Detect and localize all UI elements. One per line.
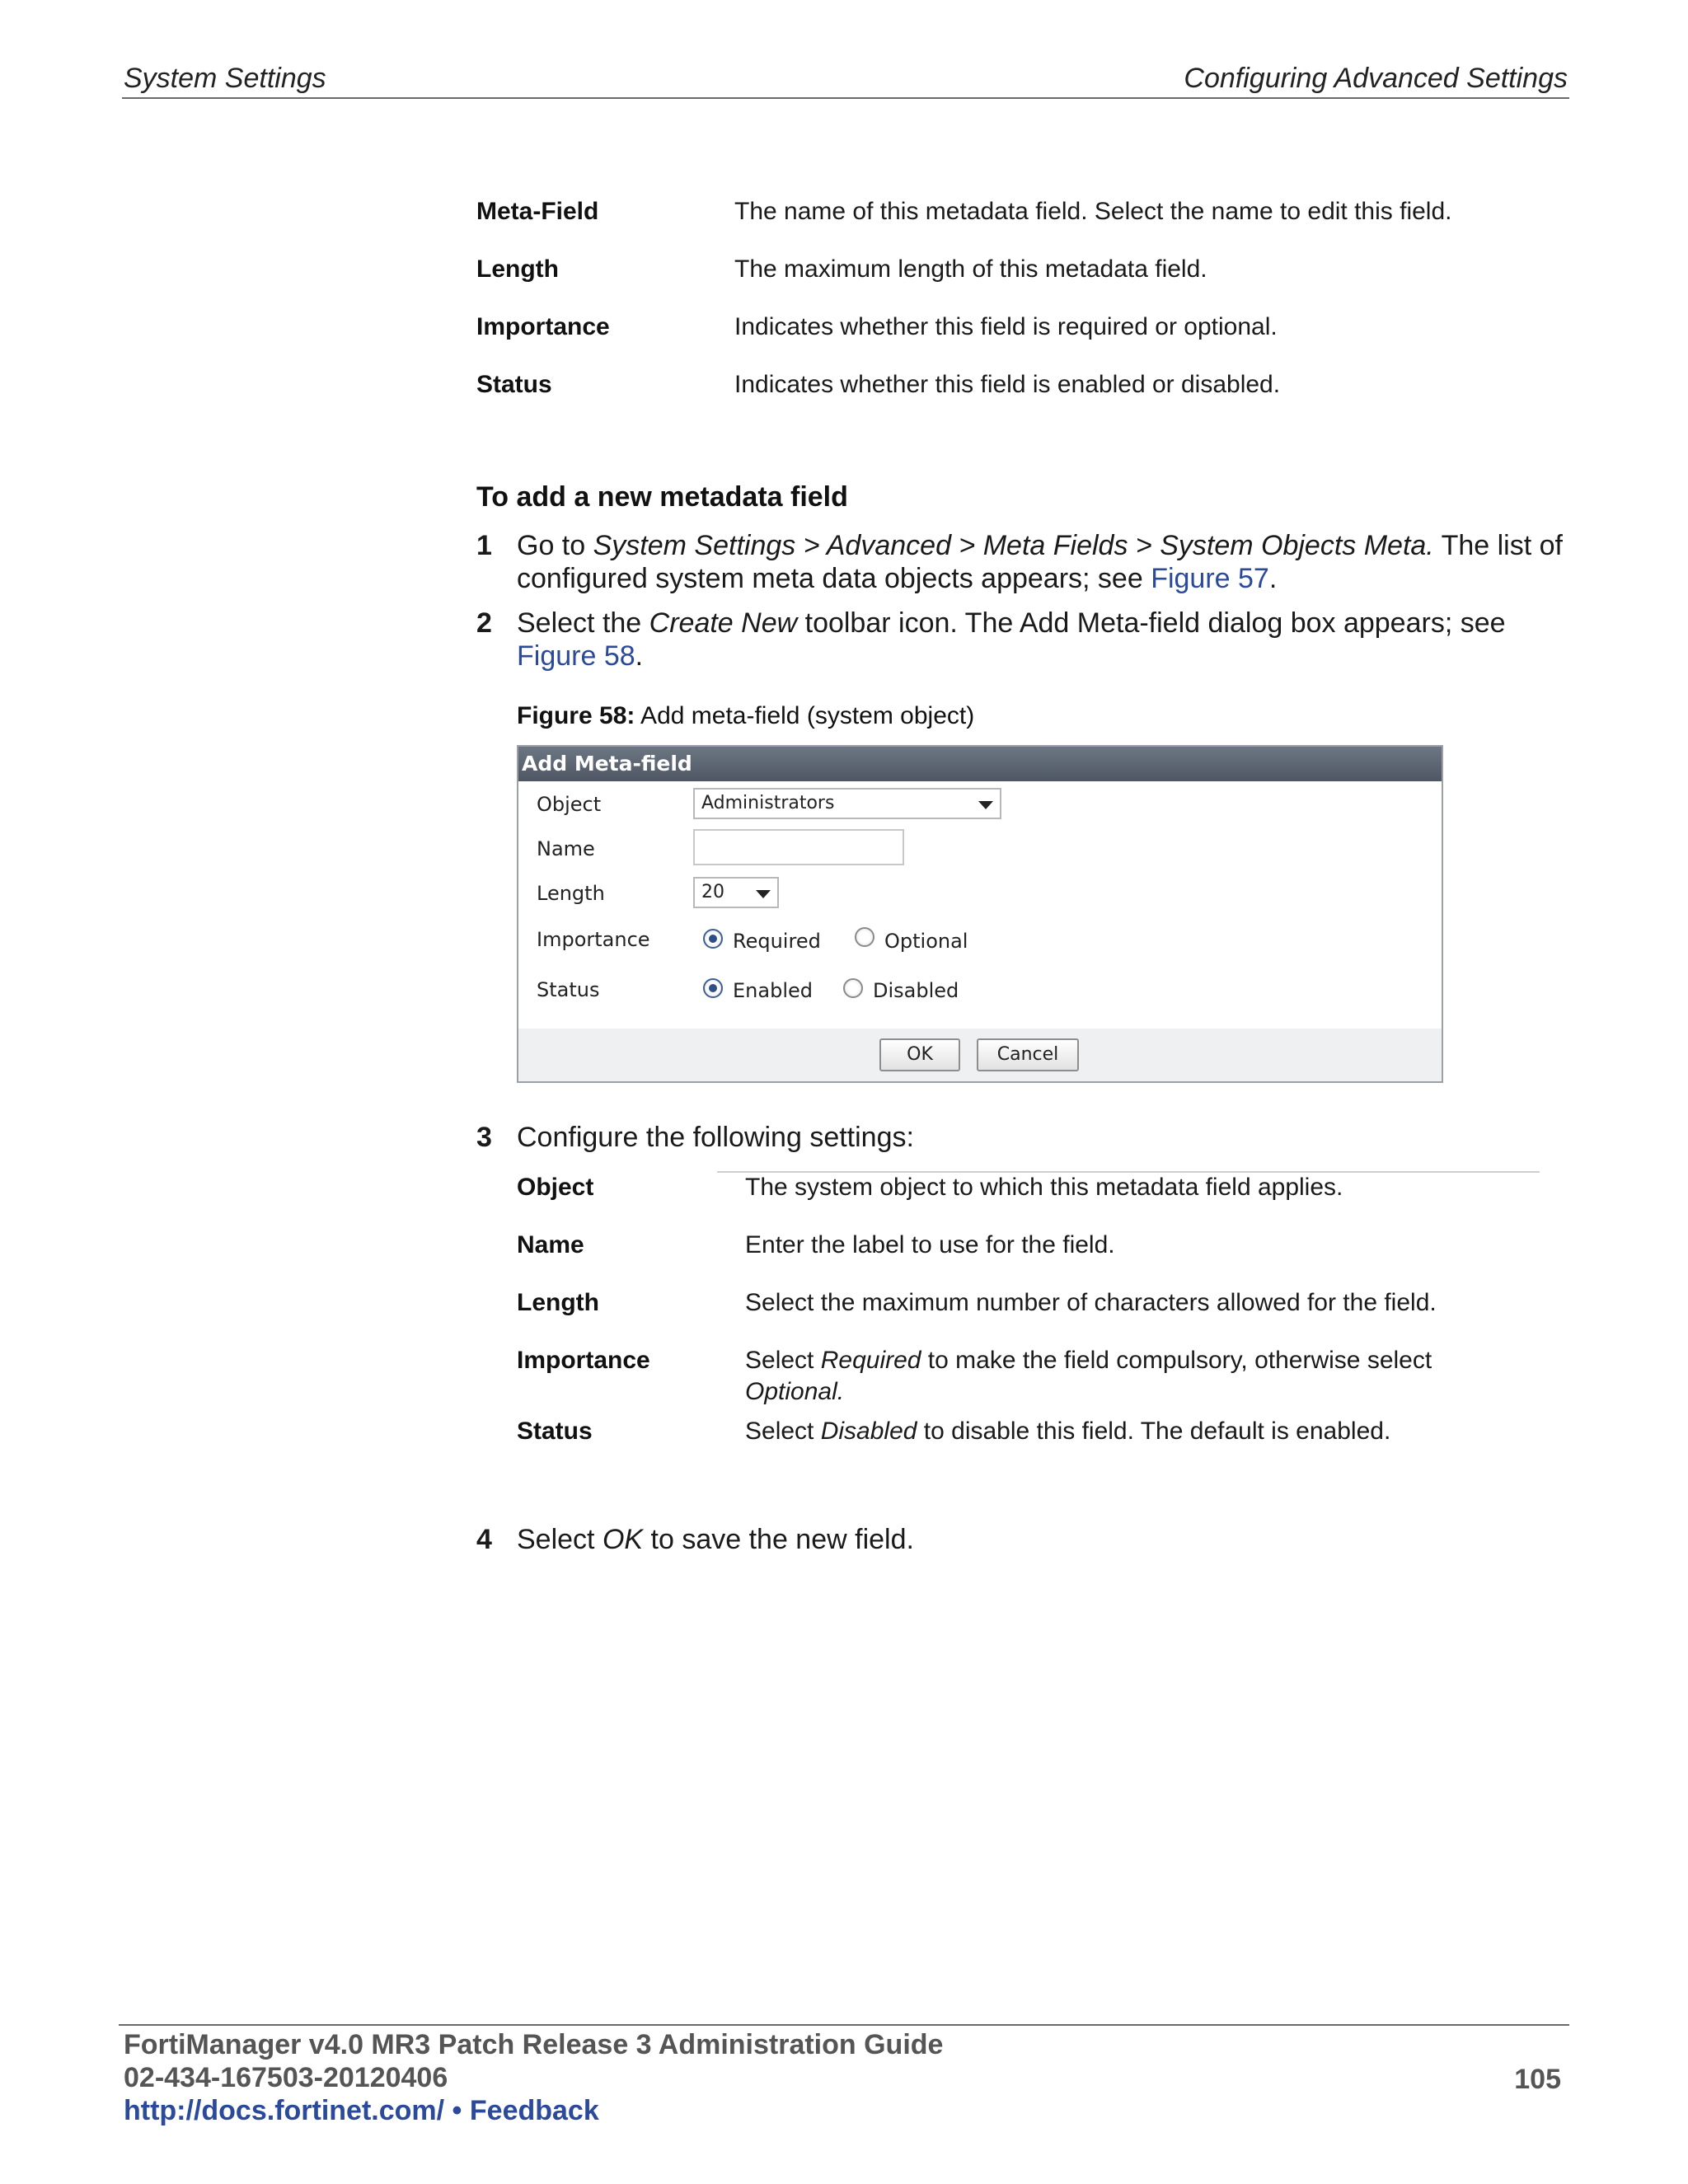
dialog-title: Add Meta-field xyxy=(518,747,1442,781)
object-select[interactable]: Administrators xyxy=(693,788,1001,819)
optional-radio[interactable] xyxy=(855,927,874,947)
term-name: Name xyxy=(517,1231,584,1258)
dialog-button-bar xyxy=(518,1029,1442,1081)
add-meta-field-dialog xyxy=(517,745,1443,1083)
create-new-emphasis: Create New xyxy=(649,607,798,639)
length-select[interactable]: 20 xyxy=(693,877,779,908)
footer-doc-id: 02-434-167503-20120406 xyxy=(124,2062,448,2093)
procedure-heading: To add a new metadata field xyxy=(476,481,848,513)
footer-guide-title: FortiManager v4.0 MR3 Patch Release 3 Administration Guide xyxy=(124,2029,944,2060)
header-section-title: System Settings xyxy=(124,63,326,94)
term-description: The name of this metadata field. Select the name to edit this field. xyxy=(734,198,1452,225)
step-text: Select the Create New toolbar icon. The Add Meta-field dialog box appears; see Figure 58. xyxy=(517,607,1506,672)
term-description: Select Required to make the field compulsory, otherwise select Optional. xyxy=(745,1347,1432,1405)
term-length: Length xyxy=(517,1289,599,1316)
figure-caption: Figure 58: Add meta-field (system object) xyxy=(517,702,975,729)
term-status: Status xyxy=(476,371,552,398)
header-chapter-title: Configuring Advanced Settings xyxy=(1184,63,1568,94)
figure-58-link[interactable]: Figure 58 xyxy=(517,640,635,672)
term-description: The system object to which this metadata field applies. xyxy=(745,1174,1343,1201)
ok-button[interactable]: OK xyxy=(879,1038,960,1071)
name-field[interactable] xyxy=(693,829,904,865)
footer-links: http://docs.fortinet.com/ • Feedback xyxy=(124,2095,599,2126)
header-divider xyxy=(122,97,1569,99)
feedback-link[interactable]: Feedback xyxy=(469,2095,599,2126)
step-number: 1 xyxy=(476,530,492,561)
term-description: The maximum length of this metadata field. xyxy=(734,255,1207,283)
docs-url-link[interactable]: http://docs.fortinet.com/ xyxy=(124,2095,445,2126)
status-label: Status xyxy=(537,978,600,1001)
step-number: 4 xyxy=(476,1524,492,1555)
step-text: Go to System Settings > Advanced > Meta Fields > System Objects Meta. The list of configured system meta data objects appears; see Figure 57. xyxy=(517,530,1563,594)
cancel-button[interactable]: Cancel xyxy=(977,1038,1079,1071)
menu-path: System Settings > Advanced > Meta Fields > System Objects Meta. xyxy=(593,530,1434,561)
required-radio[interactable] xyxy=(703,929,723,949)
chevron-down-icon xyxy=(978,801,993,809)
term-importance: Importance xyxy=(517,1347,650,1374)
term-description: Indicates whether this field is enabled or disabled. xyxy=(734,371,1281,398)
footer-divider xyxy=(119,2024,1569,2026)
term-object: Object xyxy=(517,1174,594,1201)
term-description: Enter the label to use for the field. xyxy=(745,1231,1115,1258)
term-description: Indicates whether this field is required or optional. xyxy=(734,313,1278,340)
disabled-radio[interactable] xyxy=(843,978,863,998)
chevron-down-icon xyxy=(756,890,771,898)
disabled-radio-label: Disabled xyxy=(873,979,959,1002)
importance-label: Importance xyxy=(537,928,650,951)
term-description: Select Disabled to disable this field. The default is enabled. xyxy=(745,1418,1391,1445)
term-importance: Importance xyxy=(476,313,610,340)
name-label: Name xyxy=(537,837,595,860)
page-number: 105 xyxy=(1514,2064,1561,2095)
term-description: Select the maximum number of characters allowed for the field. xyxy=(745,1289,1437,1316)
step-number: 2 xyxy=(476,607,492,639)
enabled-radio[interactable] xyxy=(703,978,723,998)
figure-57-link[interactable]: Figure 57 xyxy=(1151,563,1269,594)
required-radio-label: Required xyxy=(733,930,821,953)
term-status: Status xyxy=(517,1418,593,1445)
length-label: Length xyxy=(537,882,605,905)
term-meta-field: Meta-Field xyxy=(476,198,599,225)
step-number: 3 xyxy=(476,1122,492,1153)
optional-radio-label: Optional xyxy=(884,930,968,953)
object-label: Object xyxy=(537,793,602,816)
enabled-radio-label: Enabled xyxy=(733,979,813,1002)
term-length: Length xyxy=(476,255,559,283)
ok-emphasis: OK xyxy=(602,1524,644,1555)
step-text: Select OK to save the new field. xyxy=(517,1524,914,1555)
step-text: Configure the following settings: xyxy=(517,1122,914,1153)
